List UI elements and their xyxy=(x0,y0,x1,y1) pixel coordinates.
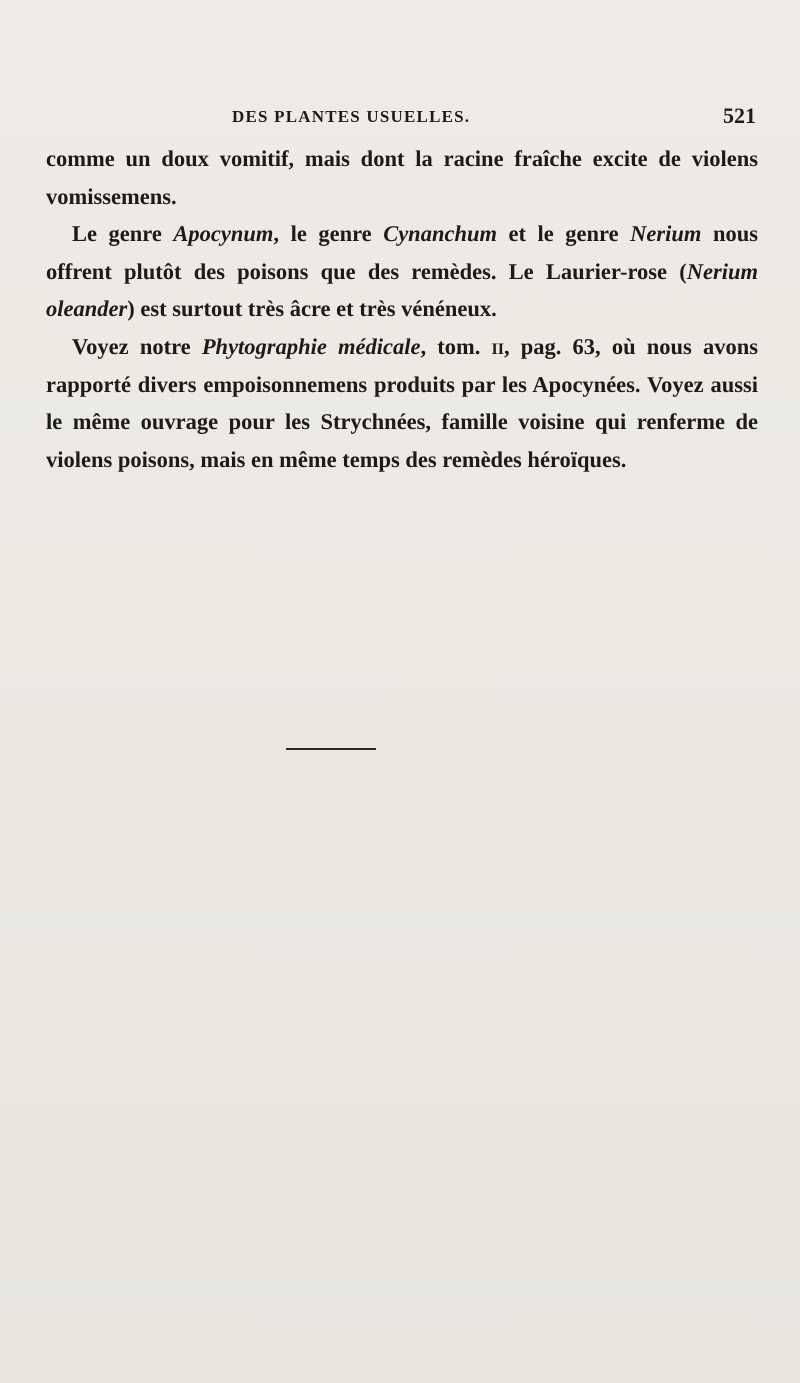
italic-nerium-oleander: Nerium oleander xyxy=(46,258,758,322)
paragraph-3-text-3: , pag. 63, où nous avons rapporté divers empoisonnemens produits par les Apocynées. Voyez aussi le même ouvrage pour les Strychnées, famille voisine qui renferme de violens poisons, mais en même temps des remèdes héroïques. xyxy=(46,333,758,472)
paragraph-2 xyxy=(46,215,758,328)
paragraph-3 xyxy=(46,328,758,478)
paragraph-2-text-4: nous offrent plutôt des poisons que des remèdes. Le Laurier-rose ( xyxy=(46,221,758,284)
paragraph-2-text-2: , le genre xyxy=(273,221,384,247)
page-number: 521 xyxy=(723,103,756,128)
paragraph-3-text-2: , tom. xyxy=(420,333,492,359)
paragraph-2-text-3: et le genre xyxy=(496,221,631,247)
italic-nerium: Nerium xyxy=(630,221,702,247)
running-head xyxy=(46,103,758,137)
paragraph-2-text-1: Le genre xyxy=(72,221,174,247)
italic-cynanchum: Cynanchum xyxy=(383,221,497,247)
italic-phytographie-medicale: Phytographie médicale xyxy=(201,333,421,359)
paragraph-3-text-1: Voyez notre xyxy=(72,333,202,359)
body-text xyxy=(46,140,758,478)
section-rule xyxy=(286,748,376,750)
paragraph-1: comme un doux vomitif, mais dont la racine fraîche excite de violens vomissemens. xyxy=(46,146,758,209)
italic-apocynum: Apocynum xyxy=(173,221,274,247)
paragraph-2-text-5: ) est surtout très âcre et très vénéneux. xyxy=(127,296,497,322)
running-title: DES PLANTES USUELLES. xyxy=(232,107,471,126)
volume-numeral: ii xyxy=(491,333,504,359)
